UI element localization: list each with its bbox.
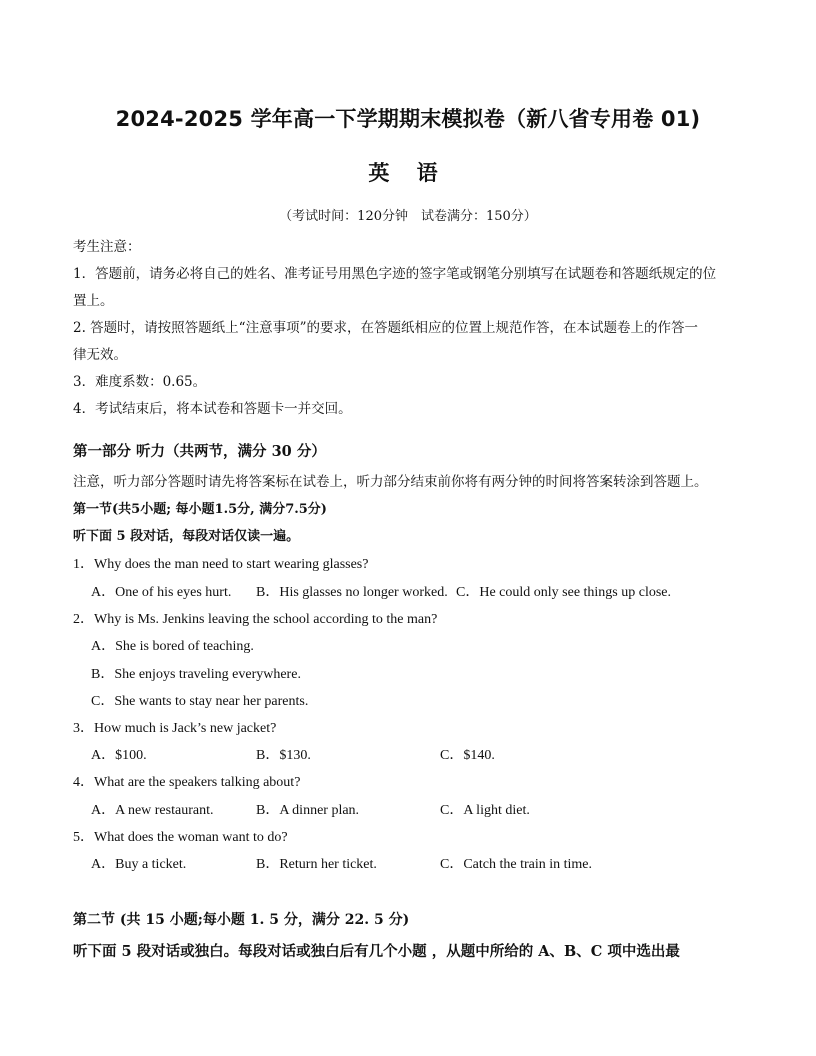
notice-item-3: 3．难度系数：0.65。 <box>73 374 207 390</box>
question-2-option-a: A．She is bored of teaching. <box>91 639 254 654</box>
question-5-stem: 5．What does the woman want to do? <box>73 830 288 845</box>
question-2-option-b: B．She enjoys traveling everywhere. <box>91 667 301 682</box>
question-3-option-b: B．$130. <box>256 748 311 763</box>
question-3-option-c: C．$140. <box>440 748 495 763</box>
section2-instruction: 听下面 5 段对话或独白。每段对话或独白后有几个小题 ，从题中所给的 A、B、C 项中选出最 <box>73 943 680 960</box>
notice-item-2-line-1: 2. 答题时，请按照答题纸上“注意事项”的要求，在答题纸相应的位置上规范作答，在本试题卷上的作答一 <box>73 320 698 336</box>
notice-item-1-line-1: 1．答题前，请务必将自己的姓名、准考证号用黑色字迹的签字笔或钢笔分别填写在试题卷和答题纸规定的位 <box>73 266 717 282</box>
question-1-option-c: C．He could only see things up close. <box>456 585 672 600</box>
question-4-option-b: B．A dinner plan. <box>256 803 360 818</box>
section1-instruction: 听下面 5 段对话，每段对话仅读一遍。 <box>73 529 300 544</box>
question-3-option-a: A．$100. <box>91 748 147 763</box>
question-5-option-c: C．Catch the train in time. <box>440 857 593 872</box>
notice-item-1-line-2: 置上。 <box>73 293 114 309</box>
question-5-option-a: A．Buy a ticket. <box>91 857 187 872</box>
section2-heading: 第二节 (共 15 小题;每小题 1. 5 分，满分 22. 5 分) <box>73 912 410 928</box>
question-5-option-b: B．Return her ticket. <box>256 857 377 872</box>
question-1-option-a: A．One of his eyes hurt. <box>91 585 232 600</box>
question-3-stem: 3．How much is Jack’s new jacket? <box>73 721 277 736</box>
notice-item-4: 4．考试结束后，将本试卷和答题卡一并交回。 <box>73 401 352 417</box>
question-2-option-c: C．She wants to stay near her parents. <box>91 694 309 709</box>
question-1-option-b: B．His glasses no longer worked. <box>256 585 448 600</box>
exam-title: 2024-2025 学年高一下学期期末模拟卷（新八省专用卷 01) <box>115 107 701 131</box>
exam-info: （考试时间：120分钟 试卷满分：150分） <box>279 209 537 224</box>
question-4-stem: 4．What are the speakers talking about? <box>73 775 301 790</box>
section1-heading: 第一节(共5小题; 每小题1.5分, 满分7.5分) <box>73 502 327 517</box>
question-1-stem: 1．Why does the man need to start wearing glasses? <box>73 557 369 572</box>
subject-title: 英 语 <box>368 160 448 185</box>
part1-heading: 第一部分 听力（共两节，满分 30 分） <box>73 443 326 460</box>
part1-note: 注意，听力部分答题时请先将答案标在试卷上，听力部分结束前你将有两分钟的时间将答案转涂到答题上。 <box>73 474 708 490</box>
notice-heading: 考生注意： <box>73 239 141 255</box>
question-4-option-c: C．A light diet. <box>440 803 530 818</box>
question-2-stem: 2．Why is Ms. Jenkins leaving the school according to the man? <box>73 612 438 627</box>
question-4-option-a: A．A new restaurant. <box>91 803 214 818</box>
notice-item-2-line-2: 律无效。 <box>73 347 127 363</box>
